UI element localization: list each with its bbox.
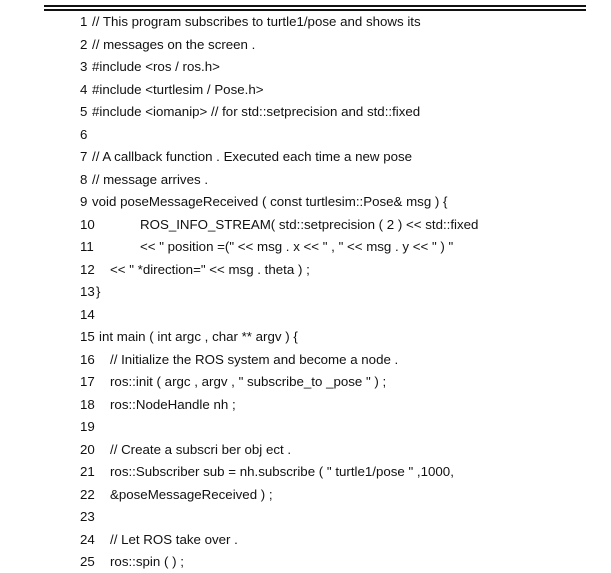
line-code: #include <turtlesim / Pose.h> [92,81,264,97]
line-code: ros::Subscriber sub = nh.subscribe ( " turtle1/pose " ,1000, [110,464,454,479]
line-code: // A callback function . Executed each time a new pose [92,149,413,164]
line-number: 10 [80,216,95,232]
line-number: 23 [80,509,95,524]
line-number: 19 [80,419,95,434]
line-number: 1 [80,14,88,29]
line-code: &poseMessageReceived ) ; [110,486,273,502]
line-code: // Create a subscri ber obj ect . [110,441,292,457]
line-number: 9 [80,194,88,209]
line-code: ros::NodeHandle nh ; [110,396,236,412]
line-number: 15 [80,329,95,344]
line-code: ros::init ( argc , argv , " subscribe_to _pose " ) ; [110,374,387,389]
line-code: // This program subscribes to turtle1/pose and shows its [92,14,421,29]
line-number: 24 [80,531,95,547]
line-code: void poseMessageReceived ( const turtlesim::Pose& msg ) { [92,194,448,209]
line-code: << " position =(" << msg . x << " , " << msg . y << " ) " [140,239,454,254]
line-code: int main ( int argc , char ** argv ) { [99,329,298,344]
line-number: 16 [80,351,95,367]
line-code: // Let ROS take over . [110,531,238,547]
line-number: 3 [80,59,88,74]
line-number: 12 [80,261,95,277]
line-number: 17 [80,374,95,389]
line-number: 4 [80,81,88,97]
line-number: 7 [80,149,88,164]
line-code: #include <ros / ros.h> [92,59,220,74]
line-code: // messages on the screen . [92,36,256,52]
line-number: 2 [80,36,88,52]
line-code: // message arrives . [92,171,209,187]
line-code: #include <iomanip> // for std::setprecision and std::fixed [92,104,421,119]
line-code: ROS_INFO_STREAM( std::setprecision ( 2 ) << std::fixed [140,216,479,232]
line-number: 25 [80,554,95,569]
line-code: << " *direction=" << msg . theta ) ; [110,261,310,277]
line-code: } [96,284,101,299]
line-number: 20 [80,441,95,457]
line-number: 18 [80,396,95,412]
line-number: 14 [80,306,95,322]
line-number: 6 [80,126,88,142]
line-number: 13 [80,284,95,299]
line-number: 21 [80,464,95,479]
line-number: 5 [80,104,88,119]
line-code: ros::spin ( ) ; [110,554,184,569]
line-number: 8 [80,171,88,187]
line-number: 11 [80,239,94,254]
line-number: 22 [80,486,95,502]
line-code: // Initialize the ROS system and become a node . [110,351,399,367]
